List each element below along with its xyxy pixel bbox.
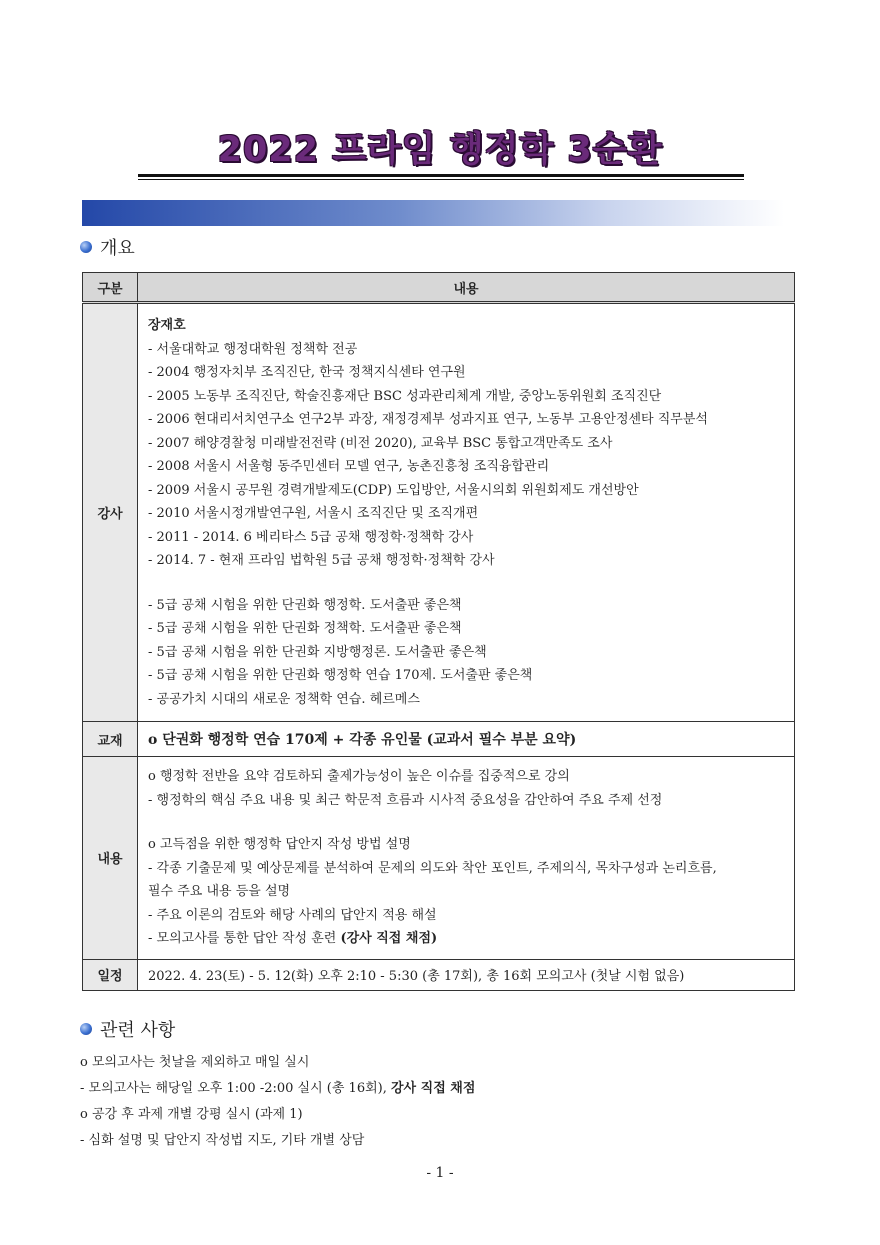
career-item: - 2006 현대리서치연구소 연구2부 과장, 재정경제부 성과지표 연구, 노동부 고용안정센타 직무분석 bbox=[148, 412, 708, 427]
title-underline-thick bbox=[138, 174, 744, 177]
content-item: 필수 주요 내용 등을 설명 bbox=[148, 884, 291, 899]
page-number: - 1 - bbox=[426, 1165, 454, 1181]
gradient-banner bbox=[82, 200, 784, 226]
content-item: o 행정학 전반을 요약 검토하되 출제가능성이 높은 이슈를 집중적으로 강의 bbox=[148, 769, 570, 784]
instructor-details bbox=[138, 303, 795, 722]
table-row-content bbox=[83, 757, 795, 960]
book-item: - 5급 공채 시험을 위한 단권화 지방행정론. 도서출판 좋은책 bbox=[148, 644, 487, 660]
career-item: - 2004 행정자치부 조직진단, 한국 정책지식센타 연구원 bbox=[148, 365, 466, 380]
course-info-table bbox=[82, 272, 795, 991]
spacer bbox=[148, 573, 784, 594]
content-details bbox=[138, 757, 795, 960]
schedule-text: 2022. 4. 23(토) - 5. 12(화) 오후 2:10 - 5:30 (총 17회), 총 16회 모의고사 (첫날 시험 없음) bbox=[138, 959, 795, 990]
textbook-text: o 단권화 행정학 연습 170제 + 각종 유인물 (교과서 필수 부분 요약) bbox=[138, 722, 795, 757]
bullet-icon bbox=[80, 1023, 92, 1035]
table-row-schedule bbox=[83, 959, 795, 990]
career-item: - 2009 서울시 공무원 경력개발제도(CDP) 도입방안, 서울시의회 위원회제도 개선방안 bbox=[148, 482, 639, 498]
document-title: 2022 프라임 행정학 3순환 bbox=[217, 130, 663, 170]
content-item: - 주요 이론의 검토와 해당 사례의 답안지 적용 해설 bbox=[148, 907, 437, 923]
header-content: 내용 bbox=[138, 273, 795, 303]
related-items bbox=[80, 1050, 475, 1154]
bullet-icon bbox=[80, 241, 92, 253]
content-item: - 각종 기출문제 및 예상문제를 분석하여 문제의 의도와 착안 포인트, 주제의식, 목차구성과 논리흐름, bbox=[148, 860, 717, 876]
instructor-name: 장재호 bbox=[148, 318, 186, 333]
related-item: o 모의고사는 첫날을 제외하고 매일 실시 bbox=[80, 1055, 310, 1070]
related-item: - 심화 설명 및 답안지 작성법 지도, 기타 개별 상담 bbox=[80, 1133, 365, 1148]
related-item-bold: 강사 직접 채점 bbox=[391, 1081, 476, 1096]
career-item: - 서울대학교 행정대학원 정책학 전공 bbox=[148, 341, 358, 357]
book-item: - 5급 공채 시험을 위한 단권화 정책학. 도서출판 좋은책 bbox=[148, 621, 462, 636]
career-item: - 2005 노동부 조직진단, 학술진흥재단 BSC 성과관리체계 개발, 중앙노동위원회 조직진단 bbox=[148, 388, 662, 404]
content-item-last bbox=[148, 927, 784, 951]
table-header-row bbox=[83, 273, 795, 303]
career-item: - 2008 서울시 서울형 동주민센터 모델 연구, 농촌진흥청 조직융합관리 bbox=[148, 459, 550, 474]
related-item-text: - 모의고사는 해당일 오후 1:00 -2:00 실시 (총 16회), bbox=[80, 1081, 391, 1096]
career-item: - 2010 서울시정개발연구원, 서울시 조직진단 및 조직개편 bbox=[148, 506, 479, 521]
table-row-textbook bbox=[83, 722, 795, 757]
related-item: o 공강 후 과제 개별 강평 실시 (과제 1) bbox=[80, 1107, 303, 1122]
book-item: - 5급 공채 시험을 위한 단권화 행정학. 도서출판 좋은책 bbox=[148, 597, 462, 613]
career-item: - 2007 해양경찰청 미래발전전략 (비전 2020), 교육부 BSC 통합고객만족도 조사 bbox=[148, 435, 613, 451]
content-item: o 고득점을 위한 행정학 답안지 작성 방법 설명 bbox=[148, 837, 411, 852]
header-category: 구분 bbox=[83, 273, 138, 303]
spacer bbox=[148, 812, 784, 833]
row-label-textbook: 교재 bbox=[83, 722, 138, 757]
row-label-content: 내용 bbox=[83, 757, 138, 960]
section-heading-overview bbox=[80, 234, 135, 260]
table-row-instructor bbox=[83, 303, 795, 722]
title-underline-thin bbox=[138, 179, 744, 180]
content-last-bold: (강사 직접 채점) bbox=[340, 931, 438, 946]
row-label-instructor: 강사 bbox=[83, 303, 138, 722]
section-heading-related bbox=[80, 1016, 175, 1042]
content-item: - 행정학의 핵심 주요 내용 및 최근 학문적 흐름과 시사적 중요성을 감안하여 주요 주제 선정 bbox=[148, 792, 663, 808]
career-item: - 2011 - 2014. 6 베리타스 5급 공채 행정학·정책학 강사 bbox=[148, 529, 474, 545]
related-item bbox=[80, 1076, 475, 1102]
book-item: - 5급 공채 시험을 위한 단권화 행정학 연습 170제. 도서출판 좋은책 bbox=[148, 668, 533, 683]
content-last-text: - 모의고사를 통한 답안 작성 훈련 bbox=[148, 931, 341, 946]
section-heading-label: 관련 사항 bbox=[100, 1020, 176, 1041]
book-item: - 공공가치 시대의 새로운 정책학 연습. 헤르메스 bbox=[148, 691, 420, 707]
career-item: - 2014. 7 - 현재 프라임 법학원 5급 공채 행정학·정책학 강사 bbox=[148, 553, 495, 568]
section-heading-label: 개요 bbox=[100, 238, 135, 259]
row-label-schedule: 일정 bbox=[83, 959, 138, 990]
